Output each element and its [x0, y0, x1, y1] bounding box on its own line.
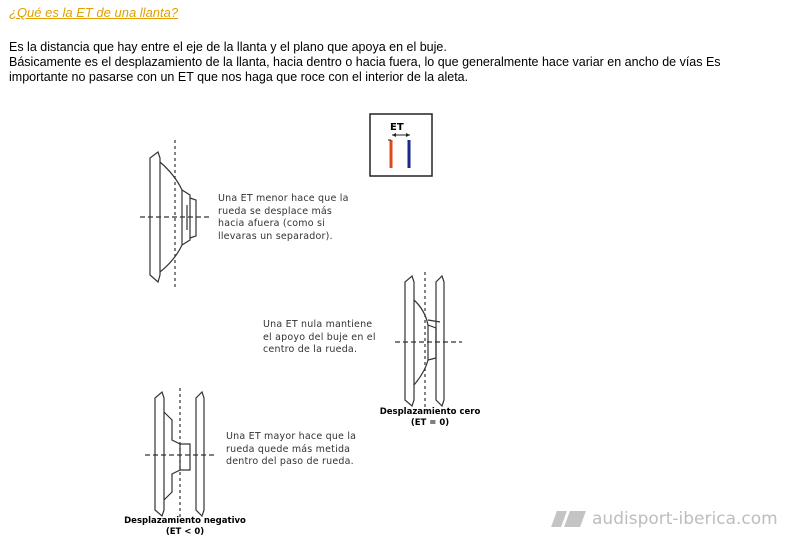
label-line: (ET = 0) [410, 418, 450, 428]
caption-line: rueda se desplace más [218, 205, 333, 217]
caption-line: rueda quede más metida [226, 443, 351, 455]
caption-zero-offset [263, 319, 376, 357]
page-title: ¿Qué es la ET de una llanta? [9, 5, 179, 20]
label-negative-offset [110, 516, 260, 538]
paragraph-line: Es la distancia que hay entre el eje de la llanta y el plano que apoya en el buje. [9, 40, 447, 54]
wheel-diagram-inward [145, 388, 215, 520]
caption-line: dentro del paso de rueda. [226, 456, 354, 467]
caption-line: llevaras un separador). [218, 230, 333, 242]
paragraph-line: Básicamente es el desplazamiento de la llanta, hacia dentro o hacia fuera, lo que generalmente hace variar en ancho de vías Es [9, 55, 721, 69]
watermark [548, 509, 778, 529]
caption-line: Una ET nula mantiene [263, 319, 373, 330]
label-zero-offset [370, 407, 490, 429]
caption-line: el apoyo del buje en el [263, 331, 376, 343]
label-line: Desplazamiento cero [379, 407, 481, 417]
watermark-text: audisport-iberica.com [592, 509, 778, 529]
caption-negative-offset [226, 431, 356, 469]
caption-line: Una ET mayor hace que la [226, 431, 357, 442]
et-legend-label: ET [390, 122, 404, 133]
label-line: Desplazamiento negativo [124, 516, 246, 526]
wheel-diagram-outward [140, 140, 210, 290]
label-line: (ET < 0) [165, 527, 205, 537]
paragraph-line: importante no pasarse con un ET que nos haga que roce con el interior de la aleta. [9, 70, 469, 84]
caption-line: Una ET menor hace que la [218, 193, 349, 204]
audisport-logo-icon [548, 509, 586, 529]
caption-positive-offset [218, 193, 349, 243]
wheel-diagram-zero [395, 272, 462, 410]
caption-line: hacia afuera (como si [218, 218, 325, 229]
caption-line: centro de la rueda. [263, 344, 358, 355]
